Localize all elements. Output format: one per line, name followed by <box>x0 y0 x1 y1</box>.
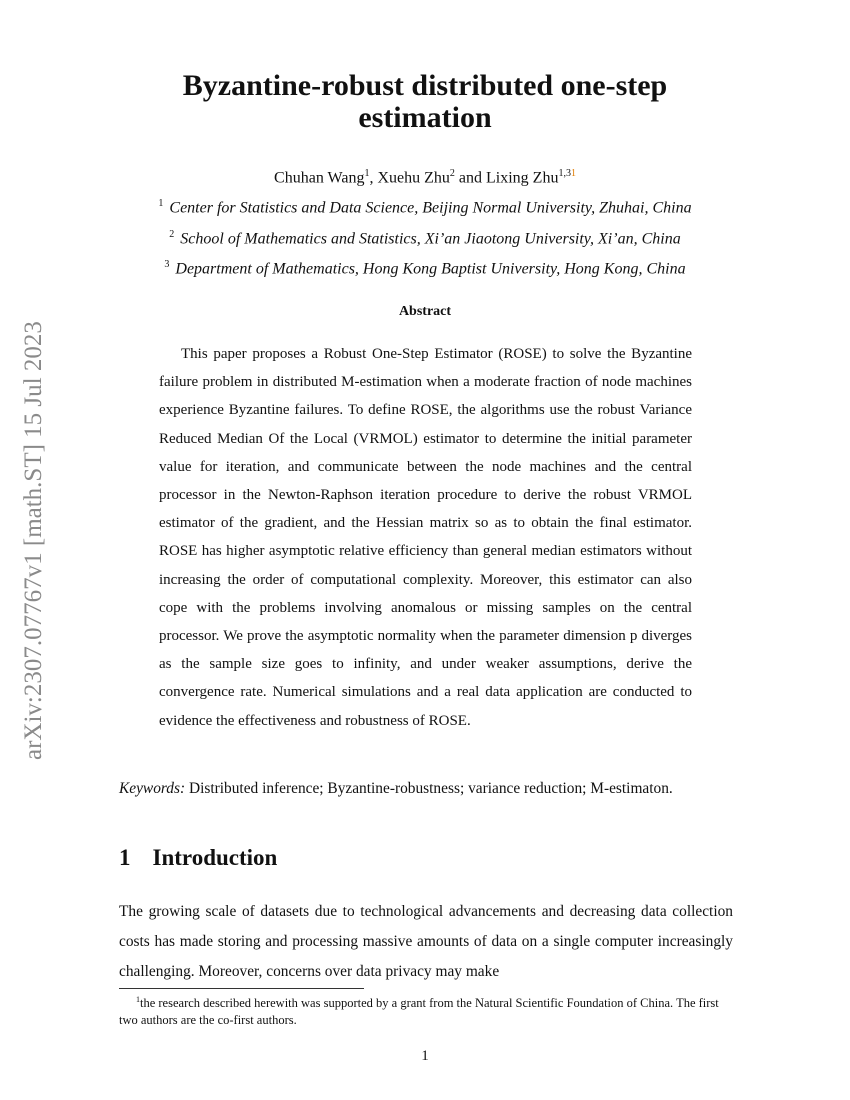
affiliation-3 <box>0 259 850 278</box>
author-affiliation-mark: 2 <box>449 168 455 179</box>
affiliation-number: 3 <box>164 259 170 270</box>
author-separator: , <box>369 169 378 187</box>
section-number: 1 <box>119 845 131 870</box>
footnote-text: the research described herewith was supported by a grant from the Natural Scientific Foundation of China. The first two authors are the co-first authors. <box>119 996 719 1028</box>
affiliation-number: 2 <box>169 229 175 240</box>
footnote <box>119 991 733 1029</box>
author-affiliation-mark: 1,3 <box>558 168 571 179</box>
author-name: Lixing Zhu <box>486 169 559 187</box>
abstract-heading: Abstract <box>398 304 452 319</box>
author-separator: and <box>454 169 486 187</box>
keywords-line <box>119 780 749 798</box>
affiliation-text: Department of Mathematics, Hong Kong Baptist University, Hong Kong, China <box>175 260 686 278</box>
affiliation-1 <box>0 198 850 217</box>
keywords-text: Distributed inference; Byzantine-robustness; variance reduction; M-estimaton. <box>185 780 673 797</box>
section-heading-introduction <box>119 845 277 871</box>
author-name: Chuhan Wang <box>274 169 365 187</box>
affiliation-text: School of Mathematics and Statistics, Xi’an Jiaotong University, Xi’an, China <box>180 230 681 248</box>
abstract-paragraph: This paper proposes a Robust One-Step Estimator (ROSE) to solve the Byzantine failure problem in distributed M-estimation when a moderate fraction of node machines experience Byzantine failures. To define ROSE, the algorithms use the robust Variance Reduced Median Of the Local (VRMOL) estimator to determine the initial parameter value for iteration, and communicate between the node machines and the central processor in the Newton-Raphson iteration procedure to derive the robust VRMOL estimator of the gradient, and the Hessian matrix so as to obtain the final estimator. ROSE has higher asymptotic relative efficiency than general median estimators without increasing the order of computational complexity. Moreover, this estimator can also cope with the problems involving anomalous or missing samples on the central processor. We prove the asymptotic normality when the parameter dimension p diverges as the sample size goes to infinity, and under weaker assumptions, derive the convergence rate. Numerical simulations and a real data application are conducted to evidence the effectiveness and robustness of ROSE. <box>159 346 692 729</box>
paper-title <box>0 70 850 134</box>
keywords-label: Keywords: <box>119 780 186 797</box>
footnote-divider <box>119 988 364 989</box>
section-title: Introduction <box>152 845 278 870</box>
footnote-number: 1 <box>136 995 140 1004</box>
title-line-1: Byzantine-robust distributed one-step <box>182 69 668 102</box>
title-line-2: estimation <box>358 101 492 134</box>
author-affiliation-mark: 1 <box>364 168 370 179</box>
affiliation-number: 1 <box>158 198 164 209</box>
author-name: Xuehu Zhu <box>377 169 450 187</box>
footnote-link[interactable]: 1 <box>570 168 576 179</box>
affiliation-text: Center for Statistics and Data Science, Beijing Normal University, Zhuhai, China <box>169 199 692 217</box>
introduction-paragraph: The growing scale of datasets due to technological advancements and decreasing data collection costs has made storing and processing massive amounts of data on a single computer increasingly challenging. Moreover, concerns over data privacy may make <box>119 903 733 980</box>
affiliation-2 <box>0 229 850 248</box>
arxiv-identifier-stamp: arXiv:2307.07767v1 [math.ST] 15 Jul 2023 <box>20 321 47 760</box>
page-number: 1 <box>421 1048 429 1064</box>
author-list <box>0 168 850 187</box>
